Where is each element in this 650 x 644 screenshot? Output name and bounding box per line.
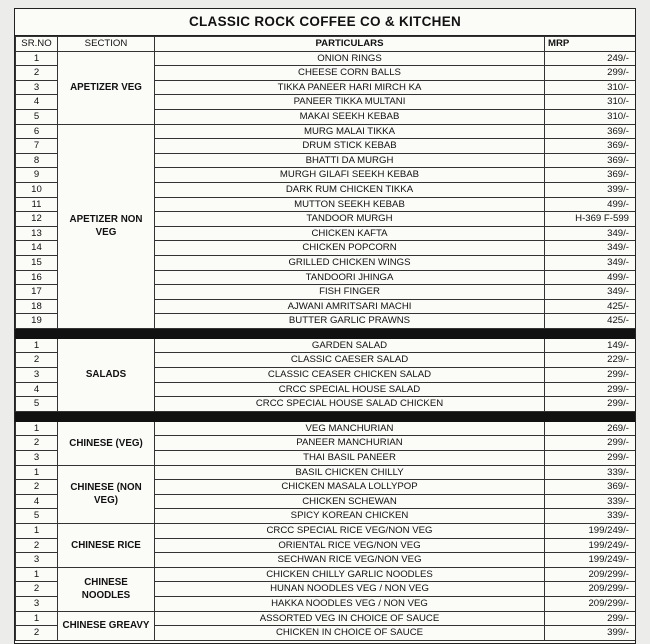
item-price: 349/- <box>545 285 637 300</box>
item-sr-no: 10 <box>16 182 58 197</box>
item-sr-no: 1 <box>16 465 58 480</box>
item-name: MURG MALAI TIKKA <box>155 124 545 139</box>
section-name: CHINESE (VEG) <box>58 421 155 465</box>
item-name: BHATTI DA MURGH <box>155 153 545 168</box>
item-price: 299/- <box>545 451 637 466</box>
item-price: 425/- <box>545 314 637 329</box>
item-price: 499/- <box>545 270 637 285</box>
menu-row <box>16 421 637 436</box>
item-sr-no: 15 <box>16 255 58 270</box>
item-price: 299/- <box>545 397 637 412</box>
item-price: 299/- <box>545 382 637 397</box>
separator-bar <box>16 411 637 421</box>
item-name: PANEER MANCHURIAN <box>155 436 545 451</box>
item-name: DARK RUM CHICKEN TIKKA <box>155 182 545 197</box>
item-sr-no: 1 <box>16 51 58 66</box>
item-name: CHICKEN MASALA LOLLYPOP <box>155 480 545 495</box>
section-name: APETIZER NON VEG <box>58 124 155 328</box>
item-name: CRCC SPECIAL RICE VEG/NON VEG <box>155 524 545 539</box>
item-sr-no: 1 <box>16 524 58 539</box>
item-sr-no: 3 <box>16 368 58 383</box>
section-separator <box>16 411 637 421</box>
menu-table <box>15 36 636 641</box>
section-separator <box>16 328 637 338</box>
item-name: FISH FINGER <box>155 285 545 300</box>
item-name: CHICKEN CHILLY GARLIC NOODLES <box>155 567 545 582</box>
item-price: 209/299/- <box>545 582 637 597</box>
item-sr-no: 2 <box>16 538 58 553</box>
item-sr-no: 2 <box>16 582 58 597</box>
item-name: CHEESE CORN BALLS <box>155 66 545 81</box>
item-price: 199/249/- <box>545 538 637 553</box>
item-name: TANDOORI JHINGA <box>155 270 545 285</box>
menu-row <box>16 465 637 480</box>
menu-row <box>16 611 637 626</box>
item-sr-no: 4 <box>16 382 58 397</box>
item-price: 369/- <box>545 124 637 139</box>
item-price: 349/- <box>545 241 637 256</box>
item-name: SPICY KOREAN CHICKEN <box>155 509 545 524</box>
item-sr-no: 2 <box>16 626 58 641</box>
section-name: CHINESE RICE <box>58 524 155 568</box>
item-name: GRILLED CHICKEN WINGS <box>155 255 545 270</box>
item-sr-no: 1 <box>16 338 58 353</box>
section-name: CHINESE GREAVY <box>58 611 155 640</box>
item-name: AJWANI AMRITSARI MACHI <box>155 299 545 314</box>
item-name: ASSORTED VEG IN CHOICE OF SAUCE <box>155 611 545 626</box>
item-name: CLASSIC CAESER SALAD <box>155 353 545 368</box>
item-sr-no: 19 <box>16 314 58 329</box>
item-sr-no: 3 <box>16 596 58 611</box>
item-price: 269/- <box>545 421 637 436</box>
item-name: ORIENTAL RICE VEG/NON VEG <box>155 538 545 553</box>
item-price: 399/- <box>545 626 637 641</box>
item-name: TIKKA PANEER HARI MIRCH KA <box>155 80 545 95</box>
item-sr-no: 4 <box>16 95 58 110</box>
item-sr-no: 1 <box>16 421 58 436</box>
item-sr-no: 3 <box>16 80 58 95</box>
section-name: APETIZER VEG <box>58 51 155 124</box>
item-name: MUTTON SEEKH KEBAB <box>155 197 545 212</box>
menu-row <box>16 567 637 582</box>
menu-body <box>16 51 637 640</box>
item-price: 369/- <box>545 480 637 495</box>
item-price: 425/- <box>545 299 637 314</box>
item-name: CHICKEN IN CHOICE OF SAUCE <box>155 626 545 641</box>
item-price: 209/299/- <box>545 596 637 611</box>
item-sr-no: 12 <box>16 212 58 227</box>
item-price: 310/- <box>545 95 637 110</box>
item-price: 339/- <box>545 509 637 524</box>
menu-row <box>16 338 637 353</box>
item-name: THAI BASIL PANEER <box>155 451 545 466</box>
item-price: 310/- <box>545 109 637 124</box>
item-sr-no: 13 <box>16 226 58 241</box>
item-name: MAKAI SEEKH KEBAB <box>155 109 545 124</box>
item-name: BASIL CHICKEN CHILLY <box>155 465 545 480</box>
menu-row <box>16 124 637 139</box>
item-price: 399/- <box>545 182 637 197</box>
item-name: HUNAN NOODLES VEG / NON VEG <box>155 582 545 597</box>
item-sr-no: 16 <box>16 270 58 285</box>
item-name: SECHWAN RICE VEG/NON VEG <box>155 553 545 568</box>
item-price: 369/- <box>545 168 637 183</box>
item-price: 310/- <box>545 80 637 95</box>
item-price: 299/- <box>545 436 637 451</box>
item-price: 209/299/- <box>545 567 637 582</box>
item-price: 349/- <box>545 255 637 270</box>
menu-row <box>16 51 637 66</box>
item-price: 299/- <box>545 66 637 81</box>
item-price: 229/- <box>545 353 637 368</box>
menu-sheet <box>14 8 636 644</box>
item-name: VEG MANCHURIAN <box>155 421 545 436</box>
item-name: HAKKA NOODLES VEG / NON VEG <box>155 596 545 611</box>
item-price: 369/- <box>545 153 637 168</box>
item-sr-no: 5 <box>16 109 58 124</box>
item-name: GARDEN SALAD <box>155 338 545 353</box>
item-sr-no: 3 <box>16 553 58 568</box>
header-mrp: MRP <box>545 37 637 52</box>
item-price: 249/- <box>545 51 637 66</box>
item-sr-no: 3 <box>16 451 58 466</box>
item-price: 499/- <box>545 197 637 212</box>
item-sr-no: 2 <box>16 353 58 368</box>
item-name: MURGH GILAFI SEEKH KEBAB <box>155 168 545 183</box>
item-name: BUTTER GARLIC PRAWNS <box>155 314 545 329</box>
item-sr-no: 2 <box>16 66 58 81</box>
separator-bar <box>16 328 637 338</box>
menu-title: CLASSIC ROCK COFFEE CO & KITCHEN <box>15 9 635 36</box>
item-sr-no: 7 <box>16 139 58 154</box>
item-name: CLASSIC CEASER CHICKEN SALAD <box>155 368 545 383</box>
item-sr-no: 17 <box>16 285 58 300</box>
item-name: CRCC SPECIAL HOUSE SALAD CHICKEN <box>155 397 545 412</box>
menu-row <box>16 524 637 539</box>
item-sr-no: 9 <box>16 168 58 183</box>
item-price: 299/- <box>545 368 637 383</box>
header-section: SECTION <box>58 37 155 52</box>
item-price: 339/- <box>545 494 637 509</box>
item-price: 349/- <box>545 226 637 241</box>
item-price: 299/- <box>545 611 637 626</box>
item-name: PANEER TIKKA MULTANI <box>155 95 545 110</box>
item-sr-no: 11 <box>16 197 58 212</box>
header-row <box>16 37 637 52</box>
item-price: 149/- <box>545 338 637 353</box>
item-name: CHICKEN POPCORN <box>155 241 545 256</box>
section-name: CHINESE (NON VEG) <box>58 465 155 523</box>
item-name: DRUM STICK KEBAB <box>155 139 545 154</box>
item-sr-no: 14 <box>16 241 58 256</box>
item-sr-no: 18 <box>16 299 58 314</box>
item-sr-no: 1 <box>16 567 58 582</box>
item-sr-no: 6 <box>16 124 58 139</box>
item-price: 339/- <box>545 465 637 480</box>
item-price: 199/249/- <box>545 553 637 568</box>
item-sr-no: 8 <box>16 153 58 168</box>
header-particulars: PARTICULARS <box>155 37 545 52</box>
item-sr-no: 5 <box>16 397 58 412</box>
item-price: H-369 F-599 <box>545 212 637 227</box>
item-sr-no: 2 <box>16 436 58 451</box>
item-name: CRCC SPECIAL HOUSE SALAD <box>155 382 545 397</box>
item-sr-no: 5 <box>16 509 58 524</box>
item-price: 369/- <box>545 139 637 154</box>
item-name: CHICKEN KAFTA <box>155 226 545 241</box>
item-name: ONION RINGS <box>155 51 545 66</box>
item-sr-no: 1 <box>16 611 58 626</box>
item-name: TANDOOR MURGH <box>155 212 545 227</box>
section-name: CHINESE NOODLES <box>58 567 155 611</box>
item-price: 199/249/- <box>545 524 637 539</box>
item-sr-no: 2 <box>16 480 58 495</box>
section-name: SALADS <box>58 338 155 411</box>
item-name: CHICKEN SCHEWAN <box>155 494 545 509</box>
header-sr: SR.NO <box>16 37 58 52</box>
item-sr-no: 4 <box>16 494 58 509</box>
